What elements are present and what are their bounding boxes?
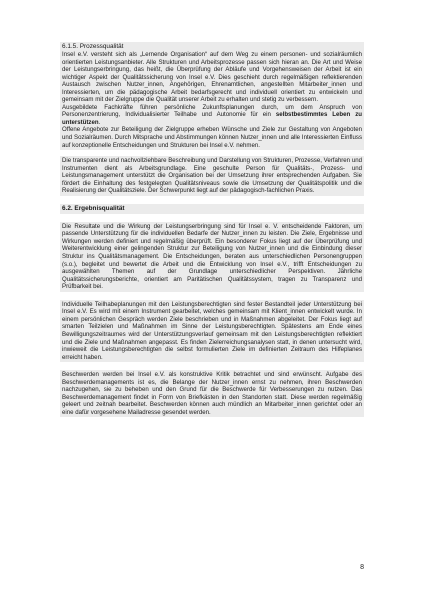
section-6-2-complaints — [60, 370, 364, 417]
page-number: 8 — [360, 564, 364, 571]
section-6-1-5 — [60, 42, 364, 150]
paragraph: Insel e.V. versteht sich als „Lernende Organisation“ auf dem Weg zu einem personen- und sozialräumlich orientierten Leistungsanbieter. Alle Strukturen und Arbeitsprozesse passen sich hieran an. Die Art und Weise der Leistungserbringung, das heißt, die Überprüfung der Abläufe und Vorgehensweisen der Arbeit ist ein wichtiger Aspekt der Qualitätssicherung von Insel e.V. Dies geschieht durch regelmäßigen reflektierenden Austausch zwischen Nutzer_innen, Angehörigen, Ehrenamtlichen, angestellten Mitarbeiter_innen und Interessierten, um die pädagogische Arbeit bedarfsgerecht und individuell orientiert zu entwickeln und gemeinsam mit der Zielgruppe die Qualität unserer Arbeit zu erhalten und stetig zu verbessern. — [62, 51, 362, 104]
paragraph-text: . — [98, 118, 101, 126]
paragraph: Individuelle Teilhabeplanungen mit den Leistungsberechtigten sind fester Bestandteil jeder Unterstützung bei Insel e.V. Es wird mit einem Instrument gearbeitet, welches gemeinsam mit Klient_innen entwickelt wurde. In einem persönlichen Gespräch werden Ziele beschrieben und in Maßnahmen abgeleitet. Der Fokus liegt auf smarten Teilzielen und Maßnahmen im Sinne der Leistungsberechtigten. Spätestens am Ende eines Bewilligungszeitraumes wird der Unterstützungsverlauf gemeinsam mit den Leistungsberechtigten reflektiert und die Ziele und Maßnahmen angepasst. Es finden Zielerreichungsanalysen statt, in denen untersucht wird, inwieweit die Leistungsberechtigten die selbst formulierten Ziele im definierten Zeitraum des Hilfeplanes erreicht haben. — [62, 300, 362, 361]
paragraph: Beschwerden werden bei Insel e.V. als konstruktive Kritik betrachtet und sind erwünscht. Aufgabe des Beschwerdemanagements ist es, die Belange der Nutzer_innen ernst zu nehmen, ihren Beschwerden nachzugehen, sie zu beheben und den Grund für die Beschwerde für Verbesserungen zu nutzen. Das Beschwerdemanagement findet in Form von Briefkästen in den Standorten statt. Diese werden regelmäßig geleert und zeitnah bearbeitet. Beschwerden können auch mündlich an Mitarbeiter_innen gerichtet oder an eine dafür vorgesehene Mailadresse gesendet werden. — [62, 371, 362, 416]
paragraph: Offene Angebote zur Beteiligung der Zielgruppe erheben Wünsche und Ziele zur Gestaltung von Angeboten und Sozialräumen. Durch Mitsprache und Abstimmungen können Nutzer_innen und alle Interessierten Einfluss auf konzeptionelle Entscheidungen und Strukturen bei Insel e.V. nehmen. — [62, 126, 362, 149]
section-heading: 6.1.5. Prozessqualität — [62, 43, 124, 50]
section-6-2-heading — [60, 204, 364, 214]
paragraph — [62, 104, 362, 127]
section-6-2-planning — [60, 300, 364, 362]
paragraph: Die Resultate und die Wirkung der Leistungserbringung sind für Insel e. V. entscheidende Faktoren, um passende Unterstützung für die individuellen Bedarfe der Nutzer_innen zu leisten. Die Ziele, Ergebnisse und Wirkungen werden definiert und regelmäßig überprüft. Ein besonderer Fokus liegt auf der Überprüfung und Weiterentwicklung einer gelingenden Struktur zur Beteiligung von Nutzer_innen und die Einbindung dieser Struktur ins Qualitätsmanagement. Die Entscheidungen, beraten aus unterschiedlichen Personengruppen (s.o.), begleitet und bewertet die Arbeit und die Entwicklung von Insel e.V., trifft Entscheidungen zu ausgewählten Themen auf der Grundlage unterschiedlicher Perspektiven. Jährliche Qualitätssicherungsberichte, orientiert am Paritätischen Qualitätssystem, tragen zu Transparenz und Prüfbarkeit bei. — [62, 222, 362, 291]
document-page — [62, 42, 362, 417]
emphasis-text: selbstbestimmtes Leben zu unterstützen — [62, 111, 362, 126]
section-heading: 6.2. Ergebnisqualität — [62, 204, 125, 212]
paragraph-text: Ausgebildete Fachkräfte führen persönliche Zukunftsplanungen durch, um dem Anspruch von Personenzentrierung, Individualisierter Teilhabe und Autonomie für ein — [62, 103, 362, 119]
section-6-2 — [60, 222, 364, 292]
paragraph: Die transparente und nachvollziehbare Beschreibung und Darstellung von Strukturen, Prozesse, Verfahren und Instrumenten dient als Arbeitsgrundlage. Eine geschulte Person für Qualitäts-, Prozess- und Leistungsmanagement unterstützt die Organisation bei der Umsetzung ihrer entsprechenden Aufgaben. Sie fördert die Einhaltung des festgelegten Qualitätsniveaus sowie die Umsetzung der Qualitätspolitik und die Realisierung der Qualitätsziele. Der Schwerpunkt liegt auf der pädagogisch-fachlichen Praxis. — [62, 157, 362, 195]
section-6-1-5-continued — [60, 156, 364, 196]
